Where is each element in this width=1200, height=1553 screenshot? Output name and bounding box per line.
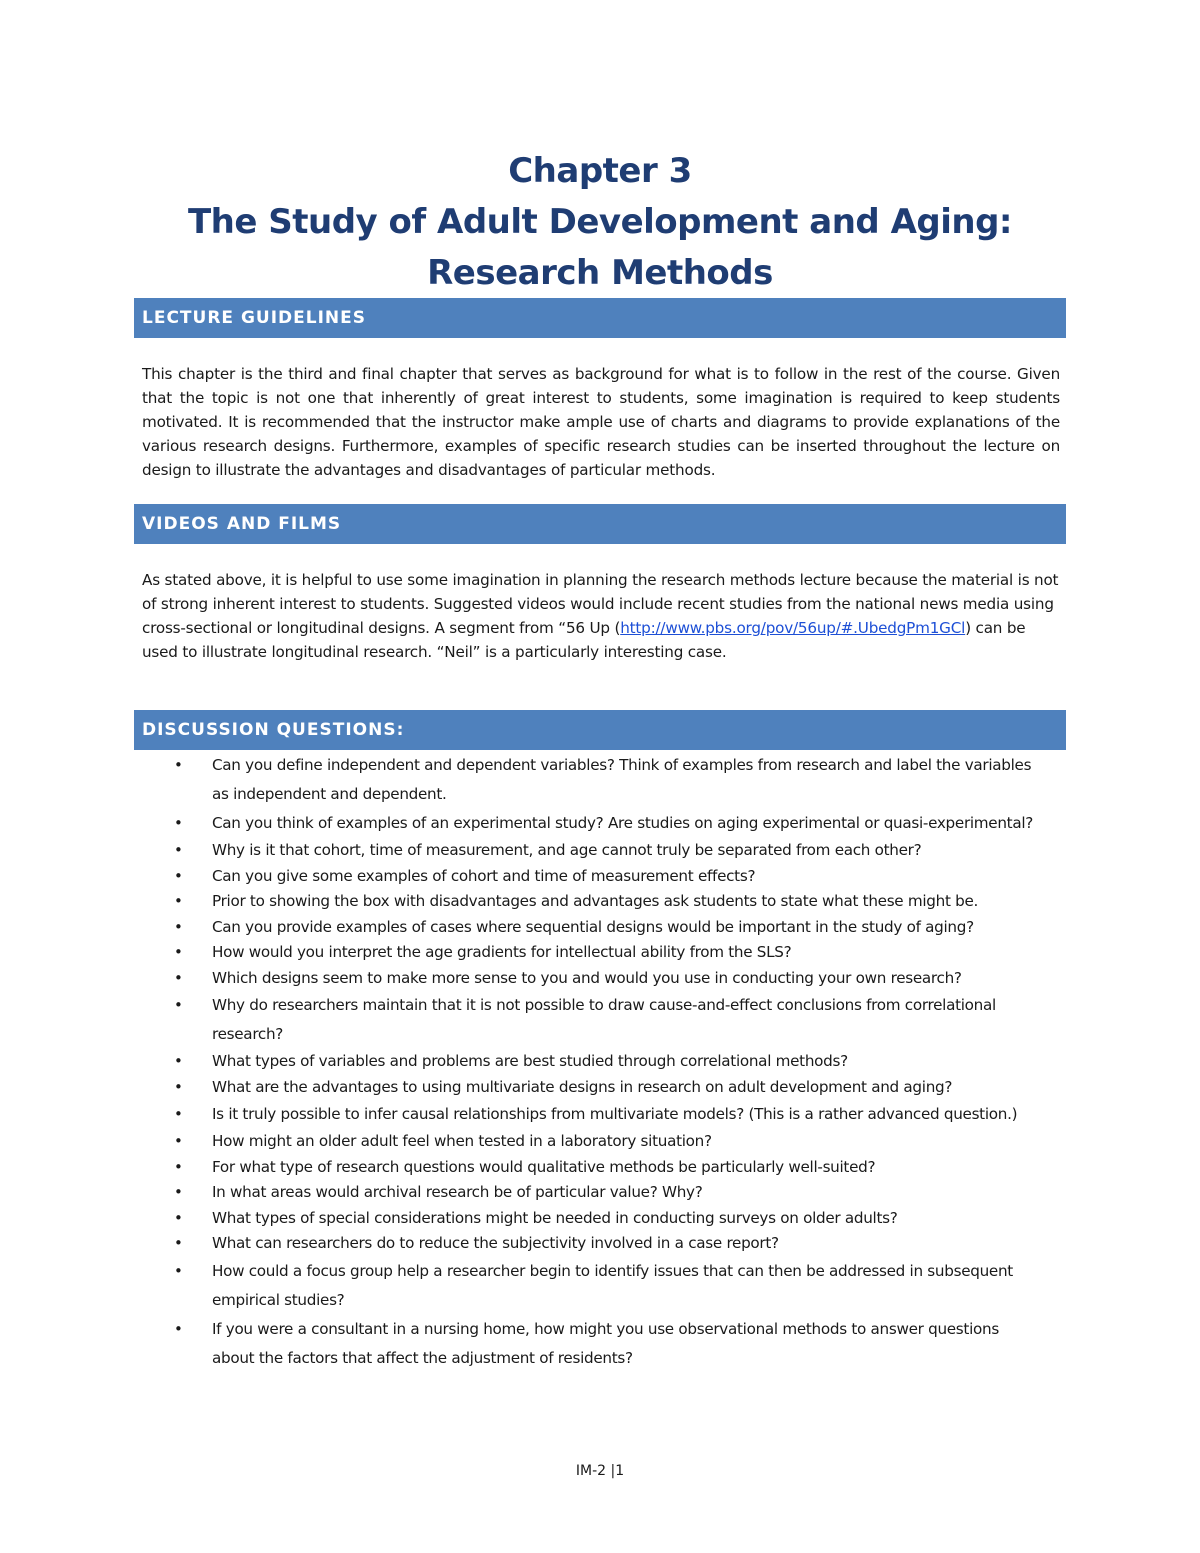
- list-item: [142, 809, 1042, 838]
- question-text: Why do researchers maintain that it is not possible to draw cause-and-effect conclusions from correlational research?: [212, 996, 996, 1043]
- chapter-title: [134, 146, 1066, 299]
- bullet-icon: •: [174, 1208, 183, 1227]
- question-text: Why is it that cohort, time of measurement, and age cannot truly be separated from each other?: [212, 841, 922, 859]
- bullet-icon: •: [174, 1183, 183, 1201]
- bullet-icon: •: [174, 1052, 183, 1070]
- bullet-icon: •: [174, 943, 183, 961]
- list-item: [142, 1075, 1042, 1101]
- question-text: Can you provide examples of cases where sequential designs would be important in the study of aging?: [212, 917, 974, 936]
- chapter-title-line: The Study of Adult Development and Aging:: [187, 202, 1013, 242]
- list-item: [142, 1257, 1042, 1315]
- list-item: [142, 889, 1042, 915]
- bullet-icon: •: [174, 1132, 183, 1150]
- list-item: [142, 1155, 1042, 1181]
- videos-text-before-link: As stated above, it is helpful to use some imagination in planning the research methods lecture because the material is not of strong inherent interest to students. Suggested videos would include recent studies from the national news media using cross-sectional or longitudinal designs. A segment from “56 Up (: [142, 571, 1059, 637]
- list-item: [142, 1206, 1042, 1232]
- question-text: What are the advantages to using multivariate designs in research on adult development and aging?: [212, 1077, 953, 1096]
- bullet-icon: •: [174, 1157, 183, 1176]
- discussion-questions-list: [142, 751, 1042, 1373]
- list-item: [142, 1315, 1042, 1373]
- list-item: [142, 991, 1042, 1049]
- bullet-icon: •: [174, 1261, 183, 1280]
- list-item: [142, 966, 1042, 992]
- chapter-subtitle: Research Methods: [427, 253, 773, 293]
- list-item: [142, 838, 1042, 864]
- question-text: If you were a consultant in a nursing home, how might you use observational methods to answer questions about the factors that affect the adjustment of residents?: [212, 1319, 999, 1367]
- list-item: [142, 1100, 1042, 1129]
- list-item: [142, 915, 1042, 941]
- bullet-icon: •: [174, 1234, 183, 1252]
- question-text: What types of variables and problems are best studied through correlational methods?: [212, 1052, 848, 1070]
- videos-text-after-link: ) can be used to illustrate longitudinal research. “Neil” is a particularly interesting case.: [142, 619, 1026, 661]
- question-text: Can you give some examples of cohort and time of measurement effects?: [212, 866, 756, 885]
- question-text: How would you interpret the age gradients for intellectual ability from the SLS?: [212, 943, 792, 961]
- question-text: Is it truly possible to infer causal relationships from multivariate models? (This is a rather advanced question.): [212, 1105, 1018, 1123]
- bullet-icon: •: [174, 866, 183, 885]
- discussion-questions-heading: DISCUSSION QUESTIONS:: [134, 710, 1066, 750]
- pbs-56up-link[interactable]: http://www.pbs.org/pov/56up/#.UbedgPm1GCl: [620, 619, 966, 637]
- question-text: Prior to showing the box with disadvantages and advantages ask students to state what these might be.: [212, 892, 979, 910]
- bullet-icon: •: [174, 968, 183, 987]
- bullet-icon: •: [174, 996, 183, 1014]
- bullet-icon: •: [174, 756, 183, 774]
- bullet-icon: •: [174, 892, 183, 910]
- question-text: Can you define independent and dependent variables? Think of examples from research and label the variables as independent and dependent.: [212, 756, 1032, 803]
- bullet-icon: •: [174, 917, 183, 936]
- list-item: [142, 864, 1042, 890]
- videos-and-films-text: [142, 568, 1060, 664]
- question-text: In what areas would archival research be of particular value? Why?: [212, 1183, 703, 1201]
- bullet-icon: •: [174, 1319, 183, 1338]
- bullet-icon: •: [174, 814, 183, 832]
- question-text: How might an older adult feel when tested in a laboratory situation?: [212, 1132, 712, 1150]
- videos-and-films-heading: VIDEOS AND FILMS: [134, 504, 1066, 544]
- question-text: Which designs seem to make more sense to you and would you use in conducting your own research?: [212, 968, 962, 987]
- page-footer: IM-2 |1: [575, 1463, 625, 1479]
- list-item: [142, 1129, 1042, 1155]
- question-text: Can you think of examples of an experimental study? Are studies on aging experimental or quasi-experimental?: [212, 814, 1034, 832]
- list-item: [142, 751, 1042, 809]
- question-text: What types of special considerations might be needed in conducting surveys on older adults?: [212, 1208, 898, 1227]
- lecture-guidelines-text: This chapter is the third and final chapter that serves as background for what is to follow in the rest of the course. Given that the topic is not one that inherently of great interest to students, some imagination is required to keep students motivated. It is recommended that the instructor make ample use of charts and diagrams to provide explanations of the various research designs. Furthermore, examples of specific research studies can be inserted throughout the lecture on design to illustrate the advantages and disadvantages of particular methods.: [142, 365, 1060, 479]
- lecture-guidelines-heading: LECTURE GUIDELINES: [134, 298, 1066, 338]
- bullet-icon: •: [174, 841, 183, 859]
- list-item: [142, 940, 1042, 966]
- list-item: [142, 1049, 1042, 1075]
- bullet-icon: •: [174, 1105, 183, 1123]
- question-text: How could a focus group help a researcher begin to identify issues that can then be addressed in subsequent empirical studies?: [212, 1261, 1013, 1309]
- bullet-icon: •: [174, 1077, 183, 1096]
- chapter-number: Chapter 3: [508, 151, 692, 191]
- list-item: [142, 1180, 1042, 1206]
- question-text: What can researchers do to reduce the subjectivity involved in a case report?: [212, 1234, 779, 1252]
- question-text: For what type of research questions would qualitative methods be particularly well-suited?: [212, 1157, 876, 1176]
- list-item: [142, 1231, 1042, 1257]
